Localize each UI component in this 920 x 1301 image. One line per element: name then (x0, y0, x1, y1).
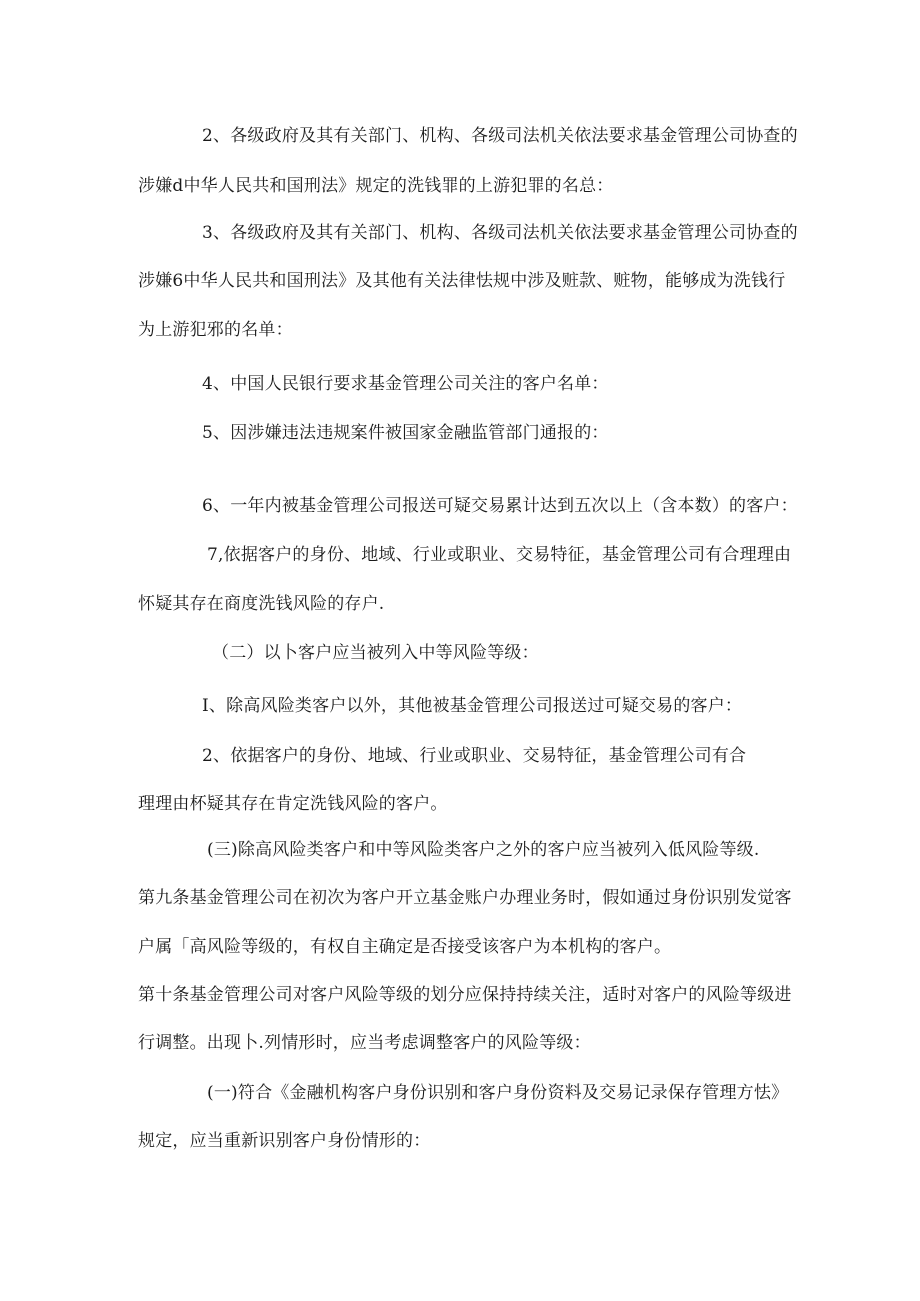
text-line: I、除高风险类客户以外，其他被基金管理公司报送过可疑交易的客户： (202, 696, 743, 716)
text-line: 6、一年内被基金管理公司报送可疑交易累计达到五次以上（含本数）的客户： (202, 496, 798, 516)
text-line: 涉嫌d中华人民共和国刑法》规定的洗钱罪的上游犯罪的名总： (138, 176, 614, 196)
text-line: 7,依据客户的身份、地域、行业或职业、交易特征，基金管理公司有合理理由 (207, 545, 792, 565)
text-line: 怀疑其存在商度洗钱风险的存户. (138, 594, 385, 614)
text-line: 3、各级政府及其有关部门、机构、各级司法机关依法要求基金管理公司协查的 (202, 223, 798, 243)
text-line: 理理由杯疑其存在肯定洗钱风险的客户。 (138, 794, 448, 814)
text-line: 第十条基金管理公司对客户风险等级的划分应保持持续关注，适时对客户的风险等级进 (138, 985, 792, 1005)
text-line: 行调整。出现卜.列情形时，应当考虑调整客户的风险等级： (138, 1033, 591, 1053)
text-line: 户属「高风险等级的，有权自主确定是否接受该客户为本机构的客户。 (138, 937, 672, 957)
text-line: 2、各级政府及其有关部门、机构、各级司法机关依法要求基金管理公司协查的 (202, 126, 798, 146)
text-line: 2、依据客户的身份、地域、行业或职业、交易特征，基金管理公司有合 (202, 746, 747, 766)
text-line: 5、因涉嫌违法违规案件被国家金融监管部门通报的： (202, 423, 609, 443)
text-line: (一)符合《金融机构客户身份识别和客户身份资料及交易记录保存管理方怯》 (207, 1083, 789, 1103)
text-line: 为上游犯邪的名单： (138, 320, 293, 340)
text-line: （二）以卜客户应当被列入中等风险等级： (212, 643, 539, 663)
text-line: (三)除高风险类客户和中等风险类客户之外的客户应当被列入低风险等级. (207, 840, 760, 860)
text-line: 涉嫌6中华人民共和国刑法》及其他有关法律怯规中涉及赃款、赃物，能够成为洗钱行 (138, 271, 786, 291)
text-line: 第九条基金管理公司在初次为客户开立基金账户办理业务时，假如通过身份识别发觉客 (138, 888, 792, 908)
text-line: 规定，应当重新识别客户身份情形的： (138, 1131, 431, 1151)
text-line: 4、中国人民银行要求基金管理公司关注的客户名单： (202, 374, 609, 394)
